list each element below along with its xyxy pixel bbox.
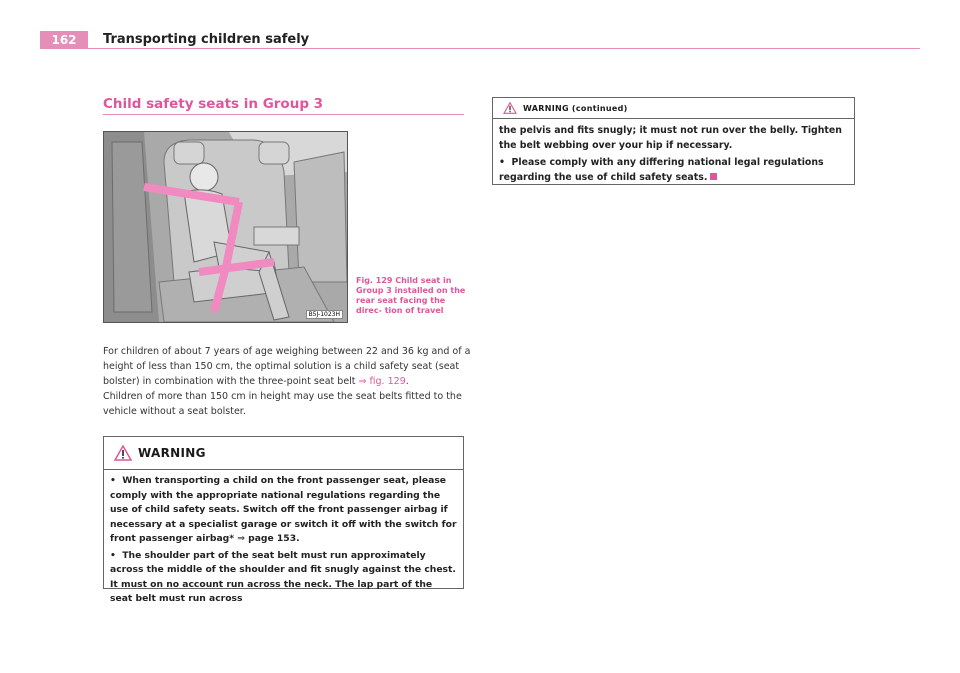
warning-header	[104, 437, 463, 470]
warning-continued-header	[493, 98, 854, 119]
arrow-icon: ⇒	[237, 533, 245, 544]
warning-continued-body	[493, 119, 854, 191]
page-number: 162	[40, 31, 88, 49]
section-divider	[103, 114, 464, 115]
child-seat-illustration	[104, 132, 347, 322]
warning-item-text: When transporting a child on the front passenger seat, please comply with the appropriate national regulations regarding the use of child safety seats. Switch off the front passenger airbag if necessary at a specialist garage or switch it off with the switch for front passenger airbag*	[110, 475, 457, 544]
page-header-title: Transporting children safely	[103, 32, 310, 47]
figure-code: B5J-1023H	[306, 310, 343, 319]
warning-item	[110, 549, 457, 607]
warning-body	[104, 470, 463, 607]
paragraph-height: Children of more than 150 cm in height may use the seat belts fitted to the vehicle without a seat bolster.	[103, 391, 462, 417]
paragraph-intro	[103, 344, 473, 389]
warning-box	[103, 436, 464, 604]
bullet-icon: •	[110, 549, 116, 561]
figure-caption: Fig. 129 Child seat in Group 3 installed on the rear seat facing the direc- tion of travel	[356, 276, 466, 315]
warning-item	[499, 155, 848, 185]
bullet-icon: •	[110, 475, 116, 486]
warning-continued-text: the pelvis and fits snugly; it must not run over the belly. Tighten the belt webbing over your hip if necessary.	[499, 125, 842, 151]
figure-link-label: fig. 129	[369, 376, 406, 387]
section-end-icon	[710, 173, 717, 180]
figure-child-seat-illustration	[103, 131, 348, 323]
figure-link[interactable]	[359, 376, 406, 387]
section-title: Child safety seats in Group 3	[103, 96, 324, 112]
warning-continued-box	[492, 97, 855, 185]
header-divider	[40, 48, 920, 49]
warning-title: WARNING	[138, 446, 206, 460]
paragraph-intro-text: For children of about 7 years of age weighing between 22 and 36 kg and of a height of less than 150 cm, the optimal solution is a child safety seat (seat bolster) in combination with the three-point seat belt	[103, 346, 471, 387]
paragraph-intro-end: .	[405, 376, 409, 387]
warning-triangle-icon	[114, 445, 132, 461]
bullet-icon: •	[499, 157, 505, 168]
warning-continued-title: WARNING (continued)	[523, 103, 628, 113]
warning-triangle-icon	[503, 102, 517, 114]
warning-item-text: Please comply with any differing national legal regulations regarding the use of child safety seats.	[499, 157, 824, 183]
arrow-icon: ⇒	[358, 376, 367, 387]
warning-item	[110, 474, 457, 547]
warning-item-text: The shoulder part of the seat belt must run approximately across the middle of the shoulder and fit snugly against the chest. It must on no account run across the neck. The lap part of the seat belt must run across	[110, 549, 456, 604]
page-link[interactable]: page 153.	[244, 533, 300, 544]
